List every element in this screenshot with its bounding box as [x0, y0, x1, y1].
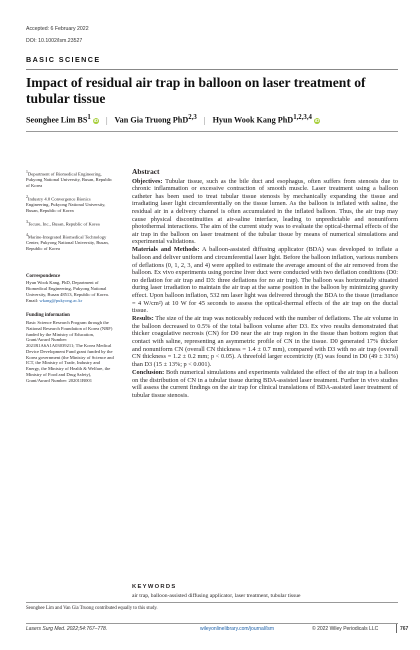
affiliation-number: 2 [26, 194, 28, 199]
results-text: The size of the air trap was noticeably reduced with the number of deflations. The air volume in the balloon decreased to 0.5% of the total balloon volume after D3. Ex vivo results demonstrated that thicker coagulative necrosis (CN) for D0 near the air trap region in the tissue than bottom region that contact with saline, representing an asymmetric profile of CN in the tissue. D0 generated 17% thicker and nonuniform CN (overall CN thickness = 1.4 ± 0.7 mm), compared with D3 with no air trap (overall CN thickness = 1.2 ± 0.2 mm; p < 0.05). A threefold larger eccentricity (E) was found in D0 (49 ± 31%) than D3 (15 ± 13%; p < 0.001). [132, 315, 398, 368]
journal-url-link[interactable]: wileyonlinelibrary.com/journal/lsm [200, 626, 275, 632]
objectives-text: Tubular tissue, such as the bile duct and esophagus, often suffers from stenosis due to chronic inflammation or excessive contraction of smooth muscle. Laser treatment using a balloon catheter has been used to treat tubular tissue stenosis by mechanically expanding the tissue and irradiating laser light circumferentially on the tissue lumen. As the balloon is inflated with saline, the residual air in a delivery channel is often accumulated in the inflated balloon. Thus, the air trap may cause physical discontinuities at air-saline interface, leading to unpredictable and nonuniform photothermal interactions. The aim of the current study was to evaluate the optical-thermal effects of the air trap in the balloon on laser treatment of the tubular tissue by means of numerical simulations and experimental validations. [132, 177, 398, 246]
affiliation-text: Department of Biomedical Engineering, Pukyong National University, Busan, Republic of Korea [26, 171, 113, 189]
conclusion-text: Both numerical simulations and experiments validated the effect of the air trap in a balloon on the distribution of CN in a tubular tissue during BDA-assisted laser treatment. Further in vivo studies will assess the current findings on the air trap for clinical translations of BDA-assisted laser treatment of tubular tissue stenosis. [132, 368, 398, 399]
correspondence [26, 274, 114, 304]
affiliation-number: 3 [26, 219, 28, 224]
methods-label: Materials and Methods: [132, 246, 200, 254]
author-separator: | [105, 115, 108, 125]
doi: DOI: 10.1002/lsm.23527 [26, 38, 83, 44]
article-title: Impact of residual air trap in balloon on laser treatment of tubular tissue [26, 75, 366, 106]
affiliation [26, 195, 114, 214]
author-list [26, 114, 406, 125]
funding-heading: Funding information [26, 313, 70, 319]
accepted-date: Accepted: 6 February 2022 [26, 26, 89, 32]
footer-divider [26, 623, 398, 624]
author-name: Hyun Wook Kang PhD [212, 115, 294, 125]
journal-citation: Lasers Surg Med. 2022;54:767–778. [26, 626, 108, 632]
affiliation [26, 220, 114, 227]
authors-divider [26, 131, 398, 132]
author-name: Seonghee Lim BS [26, 115, 88, 125]
author-superscript: 2,3 [188, 114, 197, 121]
author-superscript: 1 [87, 114, 91, 121]
author-separator: | [203, 115, 206, 125]
abstract [132, 168, 398, 400]
keywords-heading: KEYWORDS [132, 584, 177, 590]
abstract-results [132, 315, 398, 368]
section-label: BASIC SCIENCE [26, 55, 101, 64]
abstract-conclusion [132, 369, 398, 399]
conclusion-label: Conclusion: [132, 368, 165, 376]
abstract-objectives [132, 178, 398, 246]
orcid-icon[interactable]: iD [93, 117, 99, 123]
affiliation-number: 1 [26, 170, 28, 174]
footer-separator [396, 624, 397, 633]
footnote-divider [26, 602, 398, 603]
affiliation [26, 233, 114, 252]
affiliation-text: Tecure, Inc., Busan, Republic of Korea [27, 221, 100, 227]
correspondence-text: Hyun Wook Kang, PhD, Department of Biomedical Engineering, Pukyong National University, Busan 48513, Republic of Korea. [26, 280, 109, 297]
funding-text: Basic Science Research Program through the National Research Foundation of Korea (NRF) funded by the Ministry of Education, Grant/Award Number: 2021R1A6A1A03039211; The Korea Medical Device Development Fund grant funded by the Korea government (the Ministry of Science and ICT, the Ministry of Trade, Industry and Energy, the Ministry of Health & Welfare, the Ministry of Food and Drug Safety), Grant/Award Number: 202011B001 [26, 320, 114, 383]
copyright: © 2022 Wiley Periodicals LLC [312, 626, 379, 632]
correspondence-heading: Correspondence [26, 273, 61, 279]
email-link[interactable]: wkang@pukyong.ac.kr [39, 297, 83, 303]
author-superscript: 1,2,3,4 [293, 114, 312, 121]
results-label: Results: [132, 315, 154, 323]
funding-information [26, 313, 114, 383]
affiliation-number: 4 [26, 232, 28, 237]
affiliation-text: Marine-Integrated Biomedical Technology Center, Pukyong National University, Busan, Republic of Korea [26, 234, 109, 251]
abstract-methods [132, 246, 398, 314]
author-name: Van Gia Truong PhD [114, 115, 189, 125]
sidebar-info [26, 170, 114, 389]
affiliation-text: Industry 4.0 Convergence Bionics Engineering, Pukyong National University, Busan, Republic of Korea [26, 196, 106, 213]
orcid-icon[interactable]: iD [314, 117, 320, 123]
affiliation [26, 170, 114, 189]
abstract-heading: Abstract [132, 167, 160, 176]
methods-text: A balloon-assisted diffusing applicator (BDA) was developed to inflate a balloon and deliver uniform and circumferential laser light. Before the balloon inflation, various numbers of deflations (0, 1, 2, 3, and 4) were applied to estimate the average amount of the air removed from the balloon. Ex vivo experiments using porcine liver duct were conducted with two deflation conditions (D0: no deflation for air trap and D3: three deflations for no air trap). The balloon was horizontally situated during laser irradiation to maintain the air trap at the same position in the balloon by minimizing gravity effect. Upon balloon inflation, 532 nm laser light was delivered through the BDA to the tissue (irradiance = 4 W/cm²) at 10 W for 45 seconds to assess the optical-thermal effects of the air trap on the ductal tissue. [132, 246, 398, 315]
keywords-text: air trap, balloon-assisted diffusing applicator, laser treatment, tubular tissue [132, 593, 301, 599]
title-divider [26, 69, 398, 70]
footnote: Seonghee Lim and Van Gia Truong contributed equally to this study. [26, 606, 158, 611]
objectives-label: Objectives: [132, 177, 163, 185]
email-label: Email: [26, 297, 39, 303]
page-number: 767 [400, 626, 409, 632]
